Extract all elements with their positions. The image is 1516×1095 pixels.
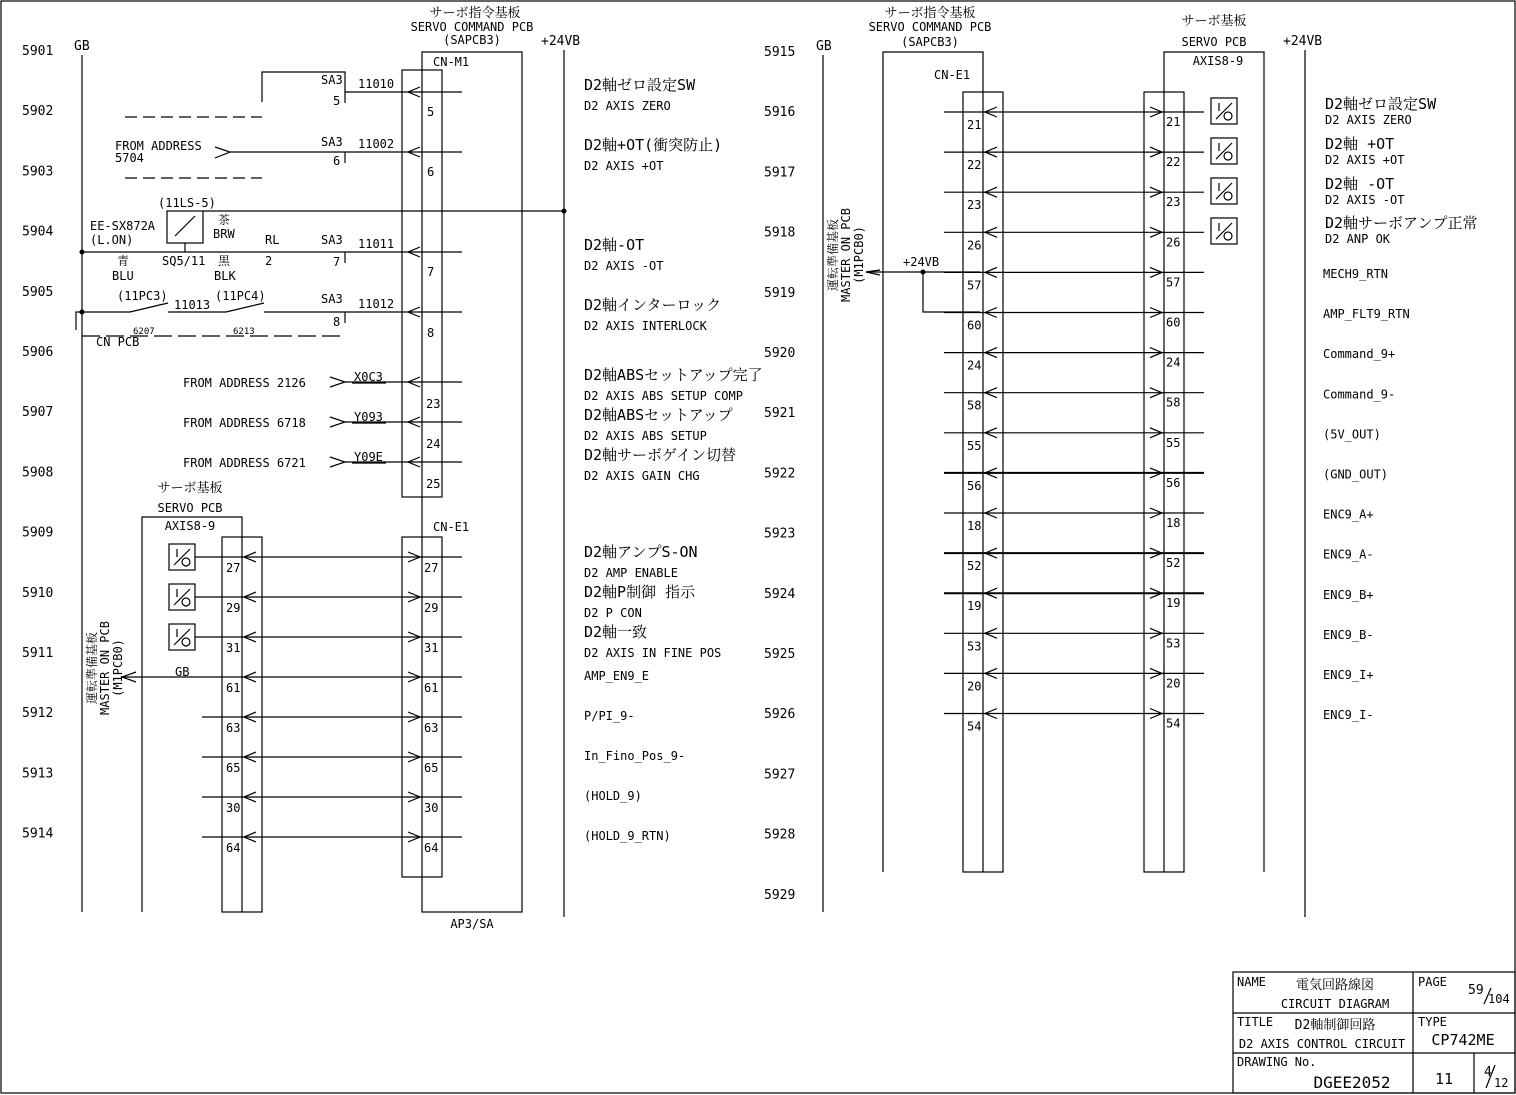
servo-cmd-en-right: SERVO COMMAND PCB: [868, 20, 992, 34]
w6207-label: 6207: [133, 327, 155, 337]
right-signal-label: MECH9_RTN: [1323, 267, 1389, 281]
tb-type-label: TYPE: [1418, 1015, 1447, 1029]
left-desc-en: D2 AXIS IN FINE POS: [584, 646, 722, 660]
io-switch-left-2-ring: [182, 598, 190, 606]
servo-cmd-code-right: (SAPCB3): [901, 35, 959, 49]
io-switch-left-2: [169, 584, 195, 610]
from-arrow: [330, 417, 345, 427]
switch-pc3: [82, 303, 168, 312]
cm-pin: 23: [426, 397, 441, 411]
from-address-5704-num: 5704: [115, 151, 144, 165]
row-number-right: 5915: [764, 45, 796, 60]
left-signal-label: In_Fino_Pos_9-: [584, 749, 686, 763]
row-number-left: 5913: [22, 766, 54, 782]
master-on-jp-left: 運転準備基板: [85, 631, 99, 705]
row-number-right: 5929: [764, 887, 796, 903]
servo-cmd-box-right: [883, 52, 983, 872]
master-on-code-right: (M1PCB0): [852, 226, 866, 284]
cn-e1-pin-left: 30: [424, 801, 439, 815]
cn-e1-pin-left: 64: [424, 841, 439, 855]
from-signal-label: Y093: [354, 410, 383, 424]
from-address-label: FROM ADDRESS 6721: [183, 456, 306, 470]
cn-e1-pin-right: 19: [967, 599, 982, 614]
servo-pin-right: 57: [1166, 275, 1181, 290]
io-switch-left-1-ring: [182, 558, 190, 566]
servo-pin-left: 64: [226, 841, 241, 855]
servo-cmd-code-left: (SAPCB3): [443, 33, 501, 47]
row-number-left: 5905: [22, 284, 54, 300]
rl-pin: 2: [265, 254, 273, 268]
cn-e1-pin-right: 20: [967, 679, 982, 694]
cm-pin-5: 5: [427, 105, 435, 119]
tb-sheet-num: 11: [1434, 1070, 1454, 1088]
cn-e1-pin-left: 27: [424, 561, 439, 575]
servo-pin-right: 60: [1166, 315, 1181, 330]
io-switch-left-1: [169, 544, 195, 570]
servo-pin-right: 58: [1166, 395, 1181, 410]
row-number-right: 5925: [764, 647, 796, 662]
pc3-label: (11PC3): [117, 289, 168, 303]
io-switch-left-3: [169, 624, 195, 650]
io-switch-right-4: [1211, 218, 1237, 244]
servo-pcb-en-left: SERVO PCB: [157, 501, 223, 515]
from-arrow: [330, 377, 345, 387]
row-number-left: 5901: [22, 44, 54, 59]
cn-e1-pin-left: 29: [424, 601, 439, 615]
left-circuit: [74, 5, 763, 931]
servo-pin-left: 30: [226, 801, 241, 815]
left-desc-jp: D2軸ABSセットアップ完了: [584, 366, 763, 384]
blu-jp: 青: [117, 254, 130, 268]
io-switches-left: [169, 544, 195, 650]
gb-label-right: GB: [816, 39, 832, 54]
right-desc-jp: D2軸 -OT: [1325, 175, 1395, 193]
plus24vb-label-right: +24VB: [1283, 34, 1323, 49]
row-number-right: 5927: [764, 767, 796, 783]
left-desc-en: D2 AXIS INTERLOCK: [584, 319, 707, 333]
left-desc-en: D2 AXIS ZERO: [584, 99, 671, 113]
cn-e1-pin-right: 58: [967, 398, 982, 413]
servo-pcb-code-left: AXIS8-9: [164, 519, 216, 533]
row-number-right: 5920: [764, 346, 796, 361]
from-address-label: FROM ADDRESS 2126: [183, 376, 306, 390]
sa3-pin-8: 8: [333, 315, 341, 329]
right-descriptions: [1323, 95, 1477, 722]
wire-11010: 11010: [358, 77, 395, 91]
cn-e1-pin-left: 31: [424, 641, 439, 655]
tb-drawing-label: DRAWING No.: [1237, 1055, 1317, 1069]
row-number-left: 5908: [22, 465, 54, 481]
row-number-left: 5912: [22, 706, 54, 722]
left-signal-label: AMP_EN9_E: [584, 669, 650, 683]
cm-pin: 24: [426, 437, 441, 451]
kuro-label: 黒: [218, 254, 231, 268]
switch-pc4: [226, 303, 264, 312]
sa3-3: SA3: [321, 233, 343, 247]
master-on-jp-right: 運転準備基板: [826, 218, 840, 292]
right-desc-en: D2 AXIS -OT: [1325, 193, 1405, 207]
tb-page-num: 59: [1468, 983, 1484, 998]
servo-pin-left: 63: [226, 721, 241, 735]
io-switch-right-1: [1211, 98, 1237, 124]
from-address-label: FROM ADDRESS 6718: [183, 416, 306, 430]
servo-pin-right: 20: [1166, 676, 1181, 691]
row-number-left: 5910: [22, 585, 54, 601]
cn-e1-pin-right: 54: [967, 719, 982, 734]
tb-frac-den: 12: [1494, 1076, 1509, 1090]
servo-pcb-jp-right: サーボ基板: [1181, 14, 1247, 29]
row-number-right: 5923: [764, 526, 796, 542]
row-number-left: 5911: [22, 646, 54, 661]
io-switch-right-1-ring: [1224, 112, 1232, 120]
row-number-right: 5922: [764, 466, 796, 482]
ap3-label: AP3/SA: [450, 917, 494, 931]
servo-pin-left: 27: [226, 561, 241, 575]
cn-e1-pin-right: 18: [967, 519, 982, 533]
servo-pin-right: 24: [1166, 355, 1181, 370]
right-signal-label: ENC9_I+: [1323, 668, 1374, 682]
master-on-label-right: [825, 208, 866, 302]
cn-e1-pin-right: 23: [967, 198, 982, 213]
right-signal-label: (GND_OUT): [1323, 467, 1389, 482]
left-desc-jp: D2軸+OT(衝突防止): [584, 136, 723, 154]
left-desc-jp: D2軸P制御 指示: [584, 583, 696, 601]
io-switch-right-3-ring: [1224, 192, 1232, 200]
left-desc-jp: D2軸アンプS-ON: [584, 543, 698, 561]
wire-11011: 11011: [358, 237, 395, 251]
ls-label: (11LS-5): [158, 196, 216, 210]
left-desc-en: D2 AMP ENABLE: [584, 566, 678, 580]
io-switch-right-2: [1211, 138, 1237, 164]
row-number-left: 5907: [22, 405, 54, 421]
servo-cmd-jp-right: サーボ指令基板: [884, 6, 976, 21]
left-desc-jp: D2軸サーボゲイン切替: [584, 446, 737, 464]
stub-5905: [76, 312, 82, 330]
wire-11012: 11012: [358, 297, 395, 311]
cn-m1-label: CN-M1: [433, 55, 470, 69]
io-switch-right-2-ring: [1224, 152, 1232, 160]
servo-cmd-jp-left: サーボ指令基板: [429, 6, 521, 21]
blk-label: BLK: [214, 269, 236, 283]
sq-label: SQ5/11: [162, 254, 206, 268]
brw-label: BRW: [213, 227, 235, 241]
right-desc-en: D2 ANP OK: [1325, 232, 1391, 246]
pc4-label: (11PC4): [215, 289, 266, 303]
right-signal-label: Command_9+: [1323, 347, 1396, 362]
cn-e1-pin-left: 63: [424, 721, 439, 735]
row-number-right: 5926: [764, 707, 796, 723]
left-signal-label: P/PI_9-: [584, 709, 635, 723]
left-desc-en: D2 AXIS +OT: [584, 159, 664, 173]
tb-title-en: D2 AXIS CONTROL CIRCUIT: [1238, 1037, 1406, 1051]
sheet-border: [1, 1, 1515, 1093]
cn-e1-label-right: CN-E1: [934, 68, 971, 82]
right-signal-label: Command_9-: [1323, 387, 1396, 402]
cn-e1-pin-right: 57: [967, 278, 982, 293]
cm-pin-8: 8: [427, 326, 435, 340]
cm-pin-7: 7: [427, 265, 435, 279]
left-desc-en: D2 P CON: [584, 606, 642, 620]
left-desc-en: D2 AXIS ABS SETUP: [584, 429, 707, 443]
io-switch-right-4-ring: [1224, 232, 1232, 240]
cn-e1-pin-right: 60: [967, 318, 982, 333]
node-24v: [562, 209, 567, 214]
tb-name-jp: 電気回路線図: [1295, 978, 1375, 993]
sa3-2: SA3: [321, 135, 343, 149]
cn-e1-pin-right: 52: [967, 559, 982, 574]
arrow-5704: [215, 147, 230, 158]
servo-pin-right: 53: [1166, 636, 1181, 651]
servo-pin-left: 29: [226, 601, 241, 615]
left-desc-en: D2 AXIS GAIN CHG: [584, 469, 700, 483]
from-signal-label: X0C3: [354, 370, 383, 384]
lon-label: (L.ON): [90, 233, 134, 247]
tb-title-label: TITLE: [1237, 1015, 1274, 1029]
io-switch-right-3: [1211, 178, 1237, 204]
tb-name-en: CIRCUIT DIAGRAM: [1280, 997, 1390, 1011]
tb-frac-num: 4: [1484, 1065, 1492, 1080]
servo-pcb-box-right: [1164, 52, 1264, 872]
row-number-right: 5919: [764, 285, 796, 301]
gb-label-left: GB: [74, 39, 90, 54]
cn-e1-pin-right: 55: [967, 438, 982, 453]
right-signal-label: ENC9_B-: [1323, 627, 1374, 642]
right-desc-jp: D2軸サーボアンプ正常: [1325, 214, 1478, 232]
servo-pcb-jp-left: サーボ基板: [157, 481, 223, 496]
w11013-label: 11013: [174, 298, 211, 312]
io-switches-right: [1211, 98, 1237, 244]
rl-label: RL: [265, 233, 280, 247]
master-on-en-right: MASTER ON PCB: [839, 208, 853, 302]
sa3-pin-6: 6: [333, 154, 341, 168]
servo-pin-left: 65: [226, 761, 241, 775]
left-desc-jp: D2軸インターロック: [584, 296, 722, 314]
right-desc-en: D2 AXIS ZERO: [1325, 113, 1412, 127]
servo-cmd-en-left: SERVO COMMAND PCB: [410, 20, 534, 34]
from-arrow: [330, 457, 345, 467]
row-number-right: 5917: [764, 165, 796, 181]
from-address-5704: FROM ADDRESS: [115, 139, 202, 153]
cn-e1-pin-right: 22: [967, 158, 982, 173]
right-signal-label: AMP_FLT9_RTN: [1323, 307, 1410, 322]
tb-name-label: NAME: [1237, 975, 1266, 989]
cn-e1-pin-right: 21: [967, 118, 982, 132]
plus24vb-label-left: +24VB: [541, 34, 581, 49]
left-desc-jp: D2軸一致: [584, 623, 648, 641]
brw-jp: 茶: [218, 213, 231, 227]
servo-pin-right: 21: [1166, 115, 1181, 129]
master-on-label-left: [84, 621, 125, 715]
master-on-en-left: MASTER ON PCB: [98, 621, 112, 715]
servo-pin-right: 54: [1166, 716, 1181, 731]
from-signal-label: Y09E: [354, 450, 383, 464]
sa3-pin-5: 5: [333, 94, 341, 108]
tb-drawing-val: DGEE2052: [1313, 1073, 1391, 1092]
right-circuit: [816, 5, 1477, 917]
cn-e1-pin-right: 56: [967, 478, 982, 493]
tb-page-total: 104: [1488, 992, 1510, 1006]
right-signal-label: ENC9_A-: [1323, 547, 1374, 562]
cn-e1-pin-right: 24: [967, 358, 982, 373]
left-desc-jp: D2軸-OT: [584, 236, 645, 254]
row-number-right: 5921: [764, 406, 796, 422]
servo-pin-right: 23: [1166, 195, 1181, 210]
sensor-symbol: [175, 216, 195, 236]
row-numbers-left: [22, 44, 53, 842]
row-number-right: 5928: [764, 827, 796, 843]
left-desc-jp: D2軸ABSセットアップ: [584, 406, 733, 424]
right-signal-label: ENC9_I-: [1323, 708, 1374, 723]
sa3-pin-7: 7: [333, 255, 341, 269]
title-block: [1233, 972, 1515, 1093]
row-number-right: 5918: [764, 225, 796, 241]
left-desc-jp: D2軸ゼロ設定SW: [584, 76, 696, 94]
row-number-left: 5909: [22, 525, 54, 541]
left-signal-label: (HOLD_9): [584, 789, 642, 803]
servo-pin-right: 18: [1166, 516, 1181, 530]
tb-type-val: CP742ME: [1431, 1031, 1495, 1049]
gb-label-arrow-left: GB: [175, 665, 190, 679]
photo-sensor: [167, 211, 203, 243]
cn-e1-pin-left: 65: [424, 761, 439, 775]
row-number-left: 5906: [22, 345, 54, 360]
servo-pcb-code-right: AXIS8-9: [1192, 54, 1244, 68]
w6213-label: 6213: [233, 327, 255, 337]
right-desc-jp: D2軸ゼロ設定SW: [1325, 95, 1437, 113]
row-number-right: 5916: [764, 105, 796, 121]
left-descriptions: [584, 76, 763, 843]
row-number-left: 5903: [22, 164, 54, 180]
row-number-right: 5924: [764, 586, 796, 602]
servo-pin-right: 22: [1166, 155, 1181, 170]
right-desc-en: D2 AXIS +OT: [1325, 153, 1405, 167]
left-desc-en: D2 AXIS -OT: [584, 259, 664, 273]
servo-pin-right: 52: [1166, 556, 1181, 571]
cn-e1-pin-right: 26: [967, 238, 982, 253]
ee-label: EE-SX872A: [90, 219, 156, 233]
right-signal-label: ENC9_A+: [1323, 507, 1374, 522]
master-on-code-left: (M1PCB0): [111, 639, 125, 697]
cm-pin-6: 6: [427, 165, 435, 179]
row-number-left: 5902: [22, 104, 54, 120]
servo-pin-right: 19: [1166, 596, 1181, 611]
row-numbers-right: [764, 45, 795, 903]
sa3-4: SA3: [321, 292, 343, 306]
sa3-1: SA3: [321, 73, 343, 87]
cn-e1-label-left: CN-E1: [433, 520, 470, 534]
right-desc-jp: D2軸 +OT: [1325, 135, 1395, 153]
tb-page-label: PAGE: [1418, 975, 1447, 989]
node-gb-5904: [80, 250, 85, 255]
row-number-left: 5904: [22, 224, 54, 240]
wire-11002: 11002: [358, 137, 395, 151]
servo-pin-right: 56: [1166, 475, 1181, 490]
servo-pin-left: 61: [226, 681, 241, 695]
left-desc-en: D2 AXIS ABS SETUP COMP: [584, 389, 743, 403]
servo-pin-right: 26: [1166, 235, 1181, 250]
right-signal-label: ENC9_B+: [1323, 587, 1374, 602]
right-signal-label: (5V_OUT): [1323, 427, 1381, 442]
cm-pin: 25: [426, 477, 441, 491]
cn-e1-pin-left: 61: [424, 681, 439, 695]
io-switch-left-3-ring: [182, 638, 190, 646]
cnpcb-label: CN PCB: [96, 335, 140, 349]
servo-pcb-en-right: SERVO PCB: [1181, 35, 1247, 49]
from-address-rows: [183, 370, 462, 491]
row-number-left: 5914: [22, 826, 54, 842]
cn-e1-pin-right: 53: [967, 639, 982, 654]
tb-title-jp: D2軸制御回路: [1294, 1018, 1376, 1033]
blu-label: BLU: [112, 269, 134, 283]
servo-pin-right: 55: [1166, 435, 1181, 450]
plus24vb-label-inner: +24VB: [903, 255, 940, 269]
left-signal-label: (HOLD_9_RTN): [584, 829, 671, 843]
servo-pin-left: 31: [226, 641, 241, 655]
